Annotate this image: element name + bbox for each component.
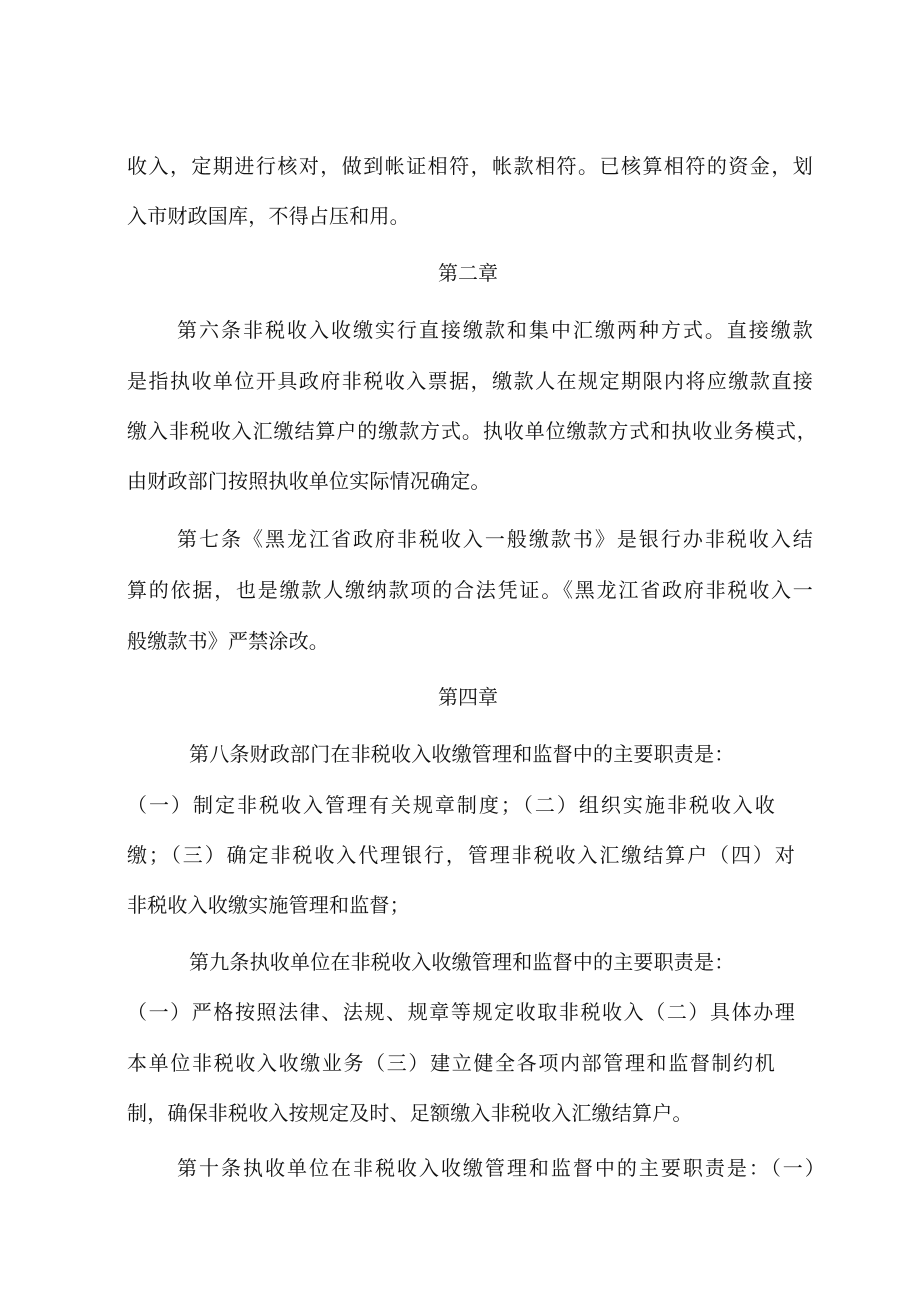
- paragraph-line: 第九条执收单位在非税收入收缴管理和监督中的主要职责是：: [189, 950, 735, 974]
- paragraph-line: 第八条财政部门在非税收入收缴管理和监督中的主要职责是：: [189, 742, 735, 766]
- paragraph-line: 制，确保非税收入按规定及时、足额缴入非税收入汇缴结算户。: [127, 1101, 693, 1125]
- paragraph-line: 第七条《黑龙江省政府非税收入一般缴款书》是银行办非税收入结: [177, 527, 813, 551]
- chapter-heading: 第二章: [438, 261, 498, 285]
- paragraph-line: 第十条执收单位在非税收入收缴管理和监督中的主要职责是：（一）: [177, 1156, 825, 1180]
- paragraph-line: 本单位非税收入收缴业务（三）建立健全各项内部管理和监督制约机: [127, 1051, 775, 1075]
- chapter-heading: 第四章: [438, 685, 498, 709]
- paragraph-line: （一）严格按照法律、法规、规章等规定收取非税收入（二）具体办理: [127, 1000, 795, 1024]
- paragraph-line: 收入，定期进行核对，做到帐证相符，帐款相符。已核算相符的资金，划: [127, 154, 813, 178]
- paragraph-line: 般缴款书》严禁涂改。: [127, 629, 329, 653]
- paragraph-line: 缴入非税收入汇缴结算户的缴款方式。执收单位缴款方式和执收业务模式，: [127, 419, 817, 443]
- paragraph-line: 算的依据，也是缴款人缴纳款项的合法凭证。《黑龙江省政府非税收入一: [127, 578, 813, 602]
- paragraph-line: 非税收入收缴实施管理和监督；: [127, 893, 410, 917]
- paragraph-line: 入市财政国库，不得占压和用。: [127, 204, 410, 228]
- paragraph-line: 缴；（三）确定非税收入代理银行，管理非税收入汇缴结算户（四）对: [127, 843, 795, 867]
- paragraph-line: 第六条非税收入收缴实行直接缴款和集中汇缴两种方式。直接缴款: [177, 318, 813, 342]
- paragraph-line: 是指执收单位开具政府非税收入票据，缴款人在规定期限内将应缴款直接: [127, 369, 813, 393]
- paragraph-line: （一）制定非税收入管理有关规章制度；（二）组织实施非税收入收: [127, 793, 775, 817]
- paragraph-line: 由财政部门按照执收单位实际情况确定。: [127, 469, 491, 493]
